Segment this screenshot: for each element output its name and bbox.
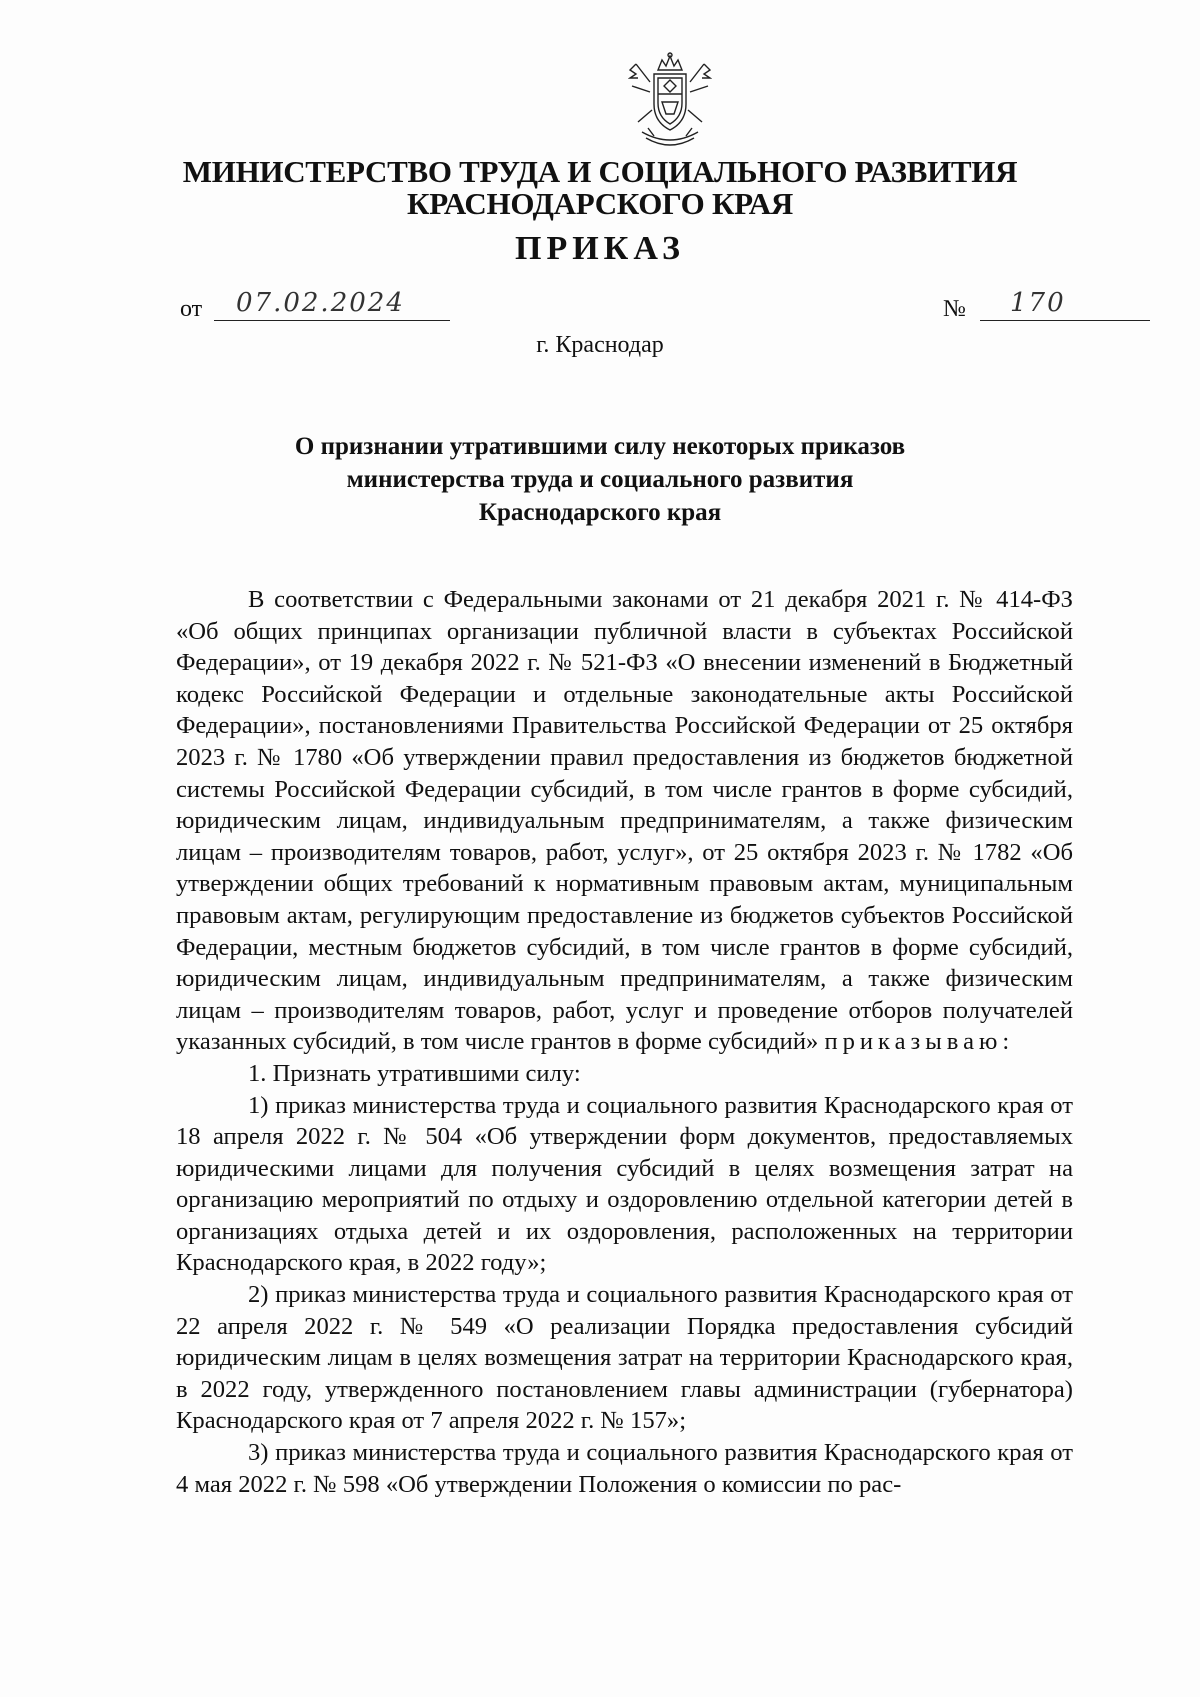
preamble-paragraph xyxy=(176,584,1073,1058)
clause-1-paragraph: 1. Признать утратившими силу: xyxy=(248,1059,581,1087)
date-value: 07.02.2024 xyxy=(236,288,405,318)
number-underline xyxy=(980,320,1150,321)
krasnodar-coat-of-arms-icon xyxy=(628,52,712,152)
clause-1-item-1: 1) приказ министерства труда и социального развития Краснодарского края от 18 апреля 2022 г. № 504 «Об утверждении форм документов, предоставляемых юридическими лицами для получения субсидий в целях возмещения затрат на организацию мероприятий по отдыху и оздоровлению отдельной категории детей в организациях отдыха детей и их оздоровления, расположенных на территории Краснодарского края, в 2022 году»; xyxy=(176,1091,1073,1277)
date-number-row xyxy=(180,290,1180,330)
title-line2: министерства труда и социального развития xyxy=(346,466,854,493)
document-type: ПРИКАЗ xyxy=(515,230,685,267)
number-prefix: № xyxy=(943,296,966,322)
city: г. Краснодар xyxy=(536,332,664,358)
order-word: приказываю: xyxy=(824,1028,1015,1056)
preamble-text: В соответствии с Федеральными законами от 21 декабря 2021 г. № 414-ФЗ «Об общих принципах организации публичной власти в субъектах Российской Федерации», от 19 декабря 2022 г. № 521-ФЗ «О внесении изменений в Бюджетный кодекс Российской Федерации и отдельные законодательные акты Российской Федерации», постановлениями Правительства Российской Федерации от 25 октября 2023 г. № 1780 «Об утверждении правил предоставления из бюджетов бюджетной системы Российской Федерации субсидий, в том числе грантов в форме субсидий, юридическим лицам, индивидуальным предпринимателям, а также физическим лицам – производителям товаров, работ, услуг», от 25 октября 2023 г. № 1782 «Об утверждении общих требований к нормативным правовым актам, муниципальным правовым актам, регулирующим предоставление из бюджетов субъектов Российской Федерации, местным бюджетов субсидий, в том числе грантов в форме субсидий, юридическим лицам, индивидуальным предпринимателям, а также физическим лицам – производителям товаров, работ, услуг и проведение отборов получателей указанных субсидий, в том числе грантов в форме субсидий» xyxy=(176,586,1073,1056)
ministry-name xyxy=(120,156,1080,220)
document-title xyxy=(200,430,1000,529)
clause-1-item-2: 2) приказ министерства труда и социального развития Краснодарского края от 22 апреля 2022 г. № 549 «О реализации Порядка предоставления субсидий юридическим лицам в целях возмещения затрат на территории Краснодарского края, в 2022 году, утвержденного постановлением главы администрации (губернатора) Краснодарского края от 7 апреля 2022 г. № 157»; xyxy=(176,1281,1073,1435)
ministry-name-line1: МИНИСТЕРСТВО ТРУДА И СОЦИАЛЬНОГО РАЗВИТИЯ xyxy=(182,154,1018,189)
date-prefix: от xyxy=(180,296,203,322)
clause-1-item-3: 3) приказ министерства труда и социального развития Краснодарского края от 4 мая 2022 г. № 598 «Об утверждении Положения о комиссии по рас- xyxy=(176,1439,1073,1498)
number-value: 170 xyxy=(1010,288,1066,318)
title-line3: Краснодарского края xyxy=(478,499,722,526)
title-line1: О признании утратившими силу некоторых приказов xyxy=(294,433,906,460)
document-body xyxy=(176,584,1073,1500)
ministry-name-line2: КРАСНОДАРСКОГО КРАЯ xyxy=(407,186,793,221)
date-underline xyxy=(214,320,450,321)
